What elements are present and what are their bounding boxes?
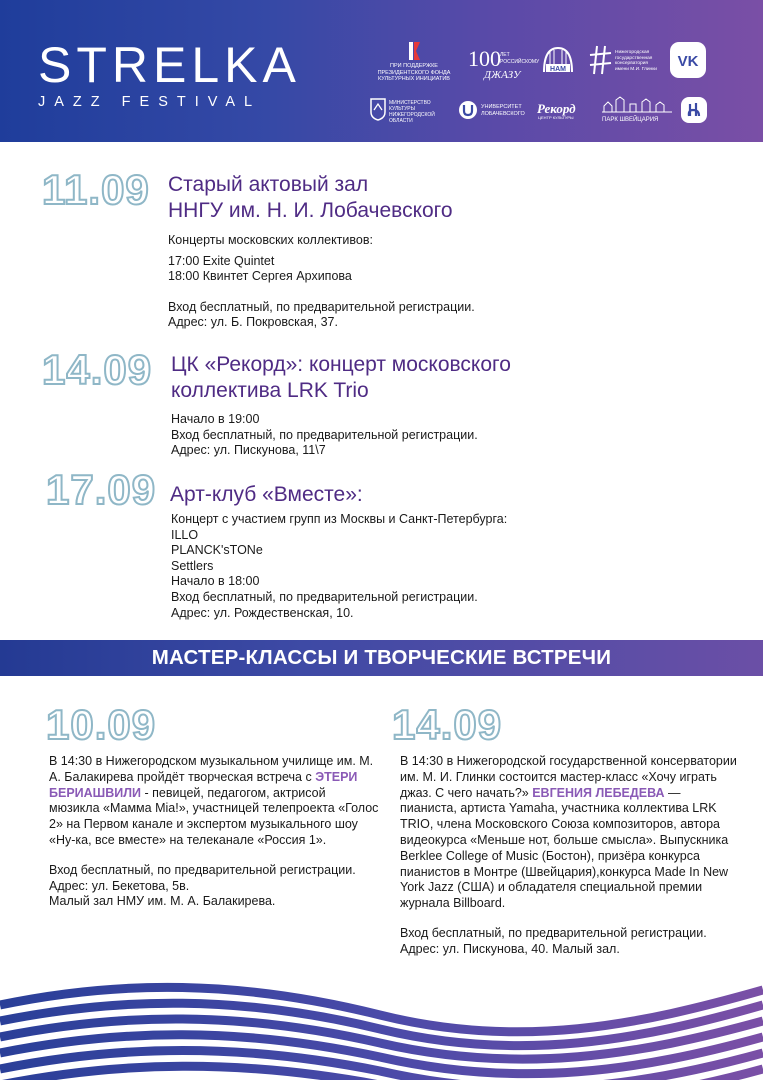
event-title: Арт-клуб «Вместе»: [170, 483, 363, 506]
svg-text:ЛЕТ: ЛЕТ [500, 52, 510, 58]
svg-text:100: 100 [468, 46, 501, 71]
ministry-culture-logo: МИНИСТЕРСТВО КУЛЬТУРЫ НИЖЕГОРОДСКОЙ ОБЛАСТИ [370, 98, 450, 124]
masterclass-description: В 14:30 в Нижегородском музыкальном училище им. М. А. Балакирева пройдёт творческая встреча с ЭТЕРИ БЕРИАШВИЛИ - певицей, педагогом, актрисой мюзикла «Мамма Mia!», участницей телепроекта «Голос 2» на Первом канале и экспертом музыкального шоу «Ну-ка, все вместе» на телеканале «Россия 1». Вход бесплатный, по предварительной регистрации. Адрес: ул. Бекетова, 5в. Малый зал НМУ им. М. А. Балакирева. [49, 754, 379, 909]
event-date: 14.09 [42, 346, 153, 393]
event-title: Старый актовый зал ННГУ им. Н. И. Лобачевского [168, 173, 453, 222]
masterclass-description: В 14:30 в Нижегородской государственной консерватории им. М. И. Глинки состоится мастер-класс «Хочу играть джаз. С чего начать?» ЕВГЕНИЯ ЛЕБЕДЕВА — пианиста, артиста Yamaha, участника коллектива LRK TRIO, члена Московского Союза композиторов, автора видеокурса «Меньше нот, больше смысла». Выпускника Berklee College of Music (Бостон), призёра конкурса пианистов в Монтре (Швейцария),конкурса Made In New York Jazz (США) и обладателя специальной премии журнала Billboard. Вход бесплатный, по предварительной регистрации. Адрес: ул. Пискунова, 40. Малый зал. [400, 754, 737, 956]
highlighted-name: ЕВГЕНИЯ ЛЕБЕДЕВА [532, 785, 665, 800]
brand-subtitle: JAZZ FESTIVAL [38, 94, 262, 110]
masterclass-date: 14.09 [392, 701, 503, 748]
svg-text:Рекорд: Рекорд [537, 101, 576, 116]
event-title: ЦК «Рекорд»: концерт московского коллектива LRK Trio [171, 353, 511, 402]
brand-title: STRELKA [38, 37, 301, 93]
event-date: 11.09 [42, 166, 150, 213]
svg-text:РОССИЙСКОМУ: РОССИЙСКОМУ [500, 59, 540, 65]
russian-jazz-100-logo [466, 44, 540, 85]
svg-text:НАМ: НАМ [550, 66, 566, 73]
victory-hand-icon [680, 96, 708, 127]
header-banner [0, 0, 763, 142]
svg-text:ДЖАЗУ: ДЖАЗУ [484, 69, 521, 81]
park-switzerland-logo: ПАРК ШВЕЙЦАРИЯ [602, 96, 672, 124]
festival-logo [38, 37, 301, 110]
vk-icon[interactable] [670, 42, 706, 81]
highlighted-name: ЭТЕРИ БЕРИАШВИЛИ [49, 769, 358, 800]
event-description: Концерты московских коллективов: 17:00 Exite Quintet 18:00 Квинтет Сергея Архипова Вход бесплатный, по предварительной регистрации. Адрес: ул. Б. Покровская, 37. [168, 233, 475, 330]
event-description: Концерт с участием групп из Москвы и Санкт-Петербурга: ILLO PLANCK'sTONe Settlers Начало в 18:00 Вход бесплатный, по предварительной регистрации. Адрес: ул. Рождественская, 10. [171, 512, 508, 620]
masterclass-date: 10.09 [46, 701, 157, 748]
section-banner: МАСТЕР-КЛАССЫ И ТВОРЧЕСКИЕ ВСТРЕЧИ [0, 640, 763, 676]
svg-text:VK: VK [677, 53, 699, 70]
event-description: Начало в 19:00 Вход бесплатный, по предварительной регистрации. Адрес: ул. Пискунова, 11\7 [171, 412, 478, 458]
decorative-waves [0, 985, 763, 1080]
nam-logo [538, 42, 578, 85]
presidential-fund-logo: ПРИ ПОДДЕРЖКЕ ПРЕЗИДЕНТСКОГО ФОНДА КУЛЬТУРНЫХ ИНИЦИАТИВ [368, 42, 460, 83]
svg-text:ЦЕНТР КУЛЬТУРЫ: ЦЕНТР КУЛЬТУРЫ [538, 115, 574, 120]
conservatory-logo: Нижегородская государственная консерватория имени М.И. Глинки [590, 44, 660, 76]
event-date: 17.09 [46, 466, 157, 513]
record-culture-center-logo [536, 100, 594, 123]
lobachevsky-university-logo: УНИВЕРСИТЕТ ЛОБАЧЕВСКОГО [458, 100, 532, 120]
partner-logos [368, 40, 718, 128]
